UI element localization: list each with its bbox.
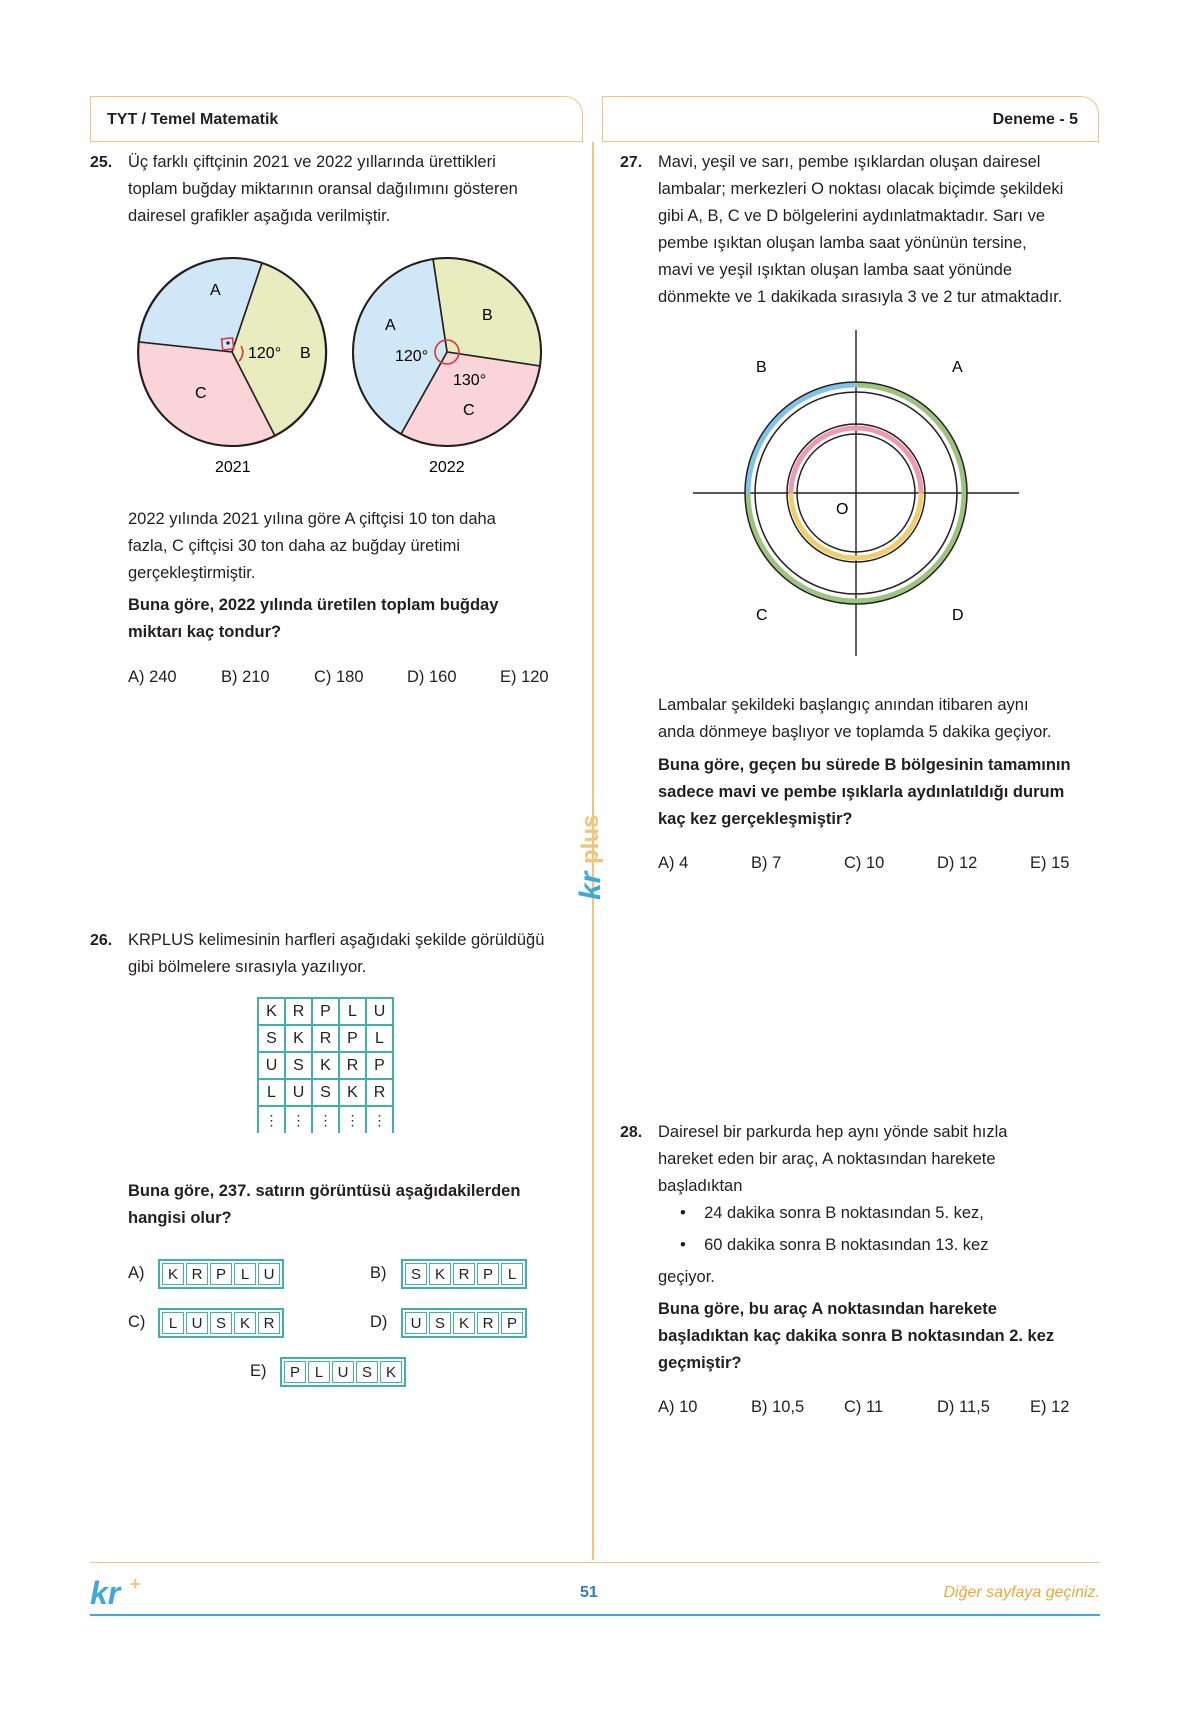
q28-option-a[interactable]: A) 10 [658, 1398, 698, 1416]
q28-option-e[interactable]: E) 12 [1030, 1398, 1070, 1416]
outer-ring-blue [748, 385, 856, 493]
q26-option-e-boxes[interactable]: P L U S K [280, 1357, 406, 1387]
pie-2021-label-b: B [300, 345, 311, 362]
svg-text:kr: kr [574, 871, 607, 900]
q25-option-c[interactable]: C) 180 [314, 668, 364, 686]
pie-2022-label-c: C [463, 402, 475, 419]
header-left: TYT / Temel Matematik [90, 96, 583, 142]
q25-options [128, 668, 593, 687]
q27-question: Buna göre, geçen bu sürede B bölgesinin tamamının sadece mavi ve pembe ışıklarla aydınlatıldığı durum kaç kez gerçekleşmiştir? [658, 756, 1071, 828]
q28-bullet-2: • 60 dakika sonra B noktasından 13. kez [680, 1236, 989, 1254]
q25-number: 25. [90, 154, 113, 171]
q27-body: Lambalar şekildeki başlangıç anından itibaren aynı anda dönmeye başlıyor ve toplamda 5 dakika geçiyor. [658, 696, 1052, 741]
q27-number: 27. [620, 154, 643, 171]
pie-chart-2021 [130, 250, 340, 480]
q26-option-d-label[interactable]: D) [370, 1313, 388, 1331]
q28-after: geçiyor. [658, 1268, 715, 1286]
q25-option-e[interactable]: E) 120 [500, 668, 549, 686]
header-right: Deneme - 5 [602, 96, 1099, 142]
svg-text:+: + [130, 1574, 141, 1594]
q25-option-d[interactable]: D) 160 [407, 668, 457, 686]
lamp-figure [690, 330, 1030, 660]
q28-intro: Dairesel bir parkurda hep aynı yönde sabit hızla hareket eden bir araç, A noktasından harekete başladıktan [658, 1123, 1008, 1195]
q26-option-a-boxes[interactable]: K R P L U [158, 1259, 284, 1289]
q26-option-d-boxes[interactable]: U S K R P [401, 1308, 527, 1338]
pie-2022-angle-a: 120° [395, 348, 429, 365]
q25-body: 2022 yılında 2021 yılına göre A çiftçisi 10 ton daha fazla, C çiftçisi 30 ton daha az buğday üretimi gerçekleştirmiştir. [128, 510, 496, 582]
pie-2022-label-a: A [385, 317, 396, 334]
q26-option-a-label[interactable]: A) [128, 1264, 145, 1282]
pie-chart-2022 [345, 250, 555, 480]
q25-option-b[interactable]: B) 210 [221, 668, 270, 686]
footer-bottom-rule [90, 1614, 1100, 1616]
q28-option-d[interactable]: D) 11,5 [937, 1398, 990, 1416]
pie-2022-label-b: B [482, 307, 493, 324]
svg-text:kr: kr [90, 1575, 121, 1611]
region-b-label: B [756, 359, 767, 376]
pie-2021-year: 2021 [215, 459, 251, 476]
q27-option-e[interactable]: E) 15 [1030, 854, 1070, 872]
q26-option-c-label[interactable]: C) [128, 1313, 146, 1331]
q28-option-b[interactable]: B) 10,5 [751, 1398, 805, 1416]
q27-options [658, 854, 1123, 873]
pie-2021-label-c: C [195, 385, 207, 402]
region-c-label: C [756, 607, 768, 624]
center-o-label: O [836, 501, 849, 518]
pie-2021-angle: 120° [248, 345, 282, 362]
pie-2022-year: 2022 [429, 459, 465, 476]
q26-option-c-boxes[interactable]: L U S K R [158, 1308, 284, 1338]
q26-option-e-label[interactable]: E) [250, 1362, 267, 1380]
q27-intro: Mavi, yeşil ve sarı, pembe ışıklardan oluşan dairesel lambalar; merkezleri O noktası olacak biçimde şekildeki gibi A, B, C ve D bölgelerini aydınlatmaktadır. Sarı ve pembe ışıktan oluşan lamba saat yönünün tersine, mavi ve yeşil ışıktan oluşan lamba saat yönünde dönmekte ve 1 dakikada sırasıyla 3 ve 2 tur atmaktadır. [658, 153, 1064, 306]
page-number: 51 [580, 1584, 598, 1601]
krplus-footer-logo [88, 1572, 148, 1612]
q27-option-d[interactable]: D) 12 [937, 854, 978, 872]
q25-option-a[interactable]: A) 240 [128, 668, 177, 686]
next-page-note: Diğer sayfaya geçiniz. [943, 1584, 1100, 1601]
pie-2022-angle-c: 130° [453, 372, 487, 389]
q26-option-b-label[interactable]: B) [370, 1264, 387, 1282]
krplus-watermark-logo [570, 800, 614, 910]
krplus-letter-grid: K R P L U S K R P L U S K R P L U S K R ⋮ ⋮ ⋮ ⋮ ⋮ [257, 997, 394, 1133]
svg-text:plus: plus [577, 814, 604, 864]
pie-2021-label-a: A [210, 282, 221, 299]
q26-option-b-boxes[interactable]: S K R P L [401, 1259, 527, 1289]
q26-intro: KRPLUS kelimesinin harfleri aşağıdaki şekilde görüldüğü gibi bölmelere sırasıyla yazılıyor. [128, 931, 545, 976]
footer-top-rule [90, 1562, 1100, 1563]
q26-question: Buna göre, 237. satırın görüntüsü aşağıdakilerden hangisi olur? [128, 1182, 521, 1227]
q28-bullet-1: • 24 dakika sonra B noktasından 5. kez, [680, 1204, 984, 1222]
q28-question: Buna göre, bu araç A noktasından harekete başladıktan kaç dakika sonra B noktasından 2. kez geçmiştir? [658, 1300, 1055, 1372]
q28-option-c[interactable]: C) 11 [844, 1398, 884, 1416]
q25-question: Buna göre, 2022 yılında üretilen toplam buğday miktarı kaç tondur? [128, 596, 499, 641]
q27-option-a[interactable]: A) 4 [658, 854, 689, 872]
q28-number: 28. [620, 1124, 643, 1141]
q26-number: 26. [90, 932, 113, 949]
region-d-label: D [952, 607, 964, 624]
q27-option-b[interactable]: B) 7 [751, 854, 782, 872]
q25-intro: Üç farklı çiftçinin 2021 ve 2022 yıllarında ürettikleri toplam buğday miktarının oransal dağılımını gösteren dairesel grafikler aşağıda verilmiştir. [128, 153, 518, 225]
q28-options [658, 1398, 1123, 1417]
region-a-label: A [952, 359, 963, 376]
q27-option-c[interactable]: C) 10 [844, 854, 885, 872]
